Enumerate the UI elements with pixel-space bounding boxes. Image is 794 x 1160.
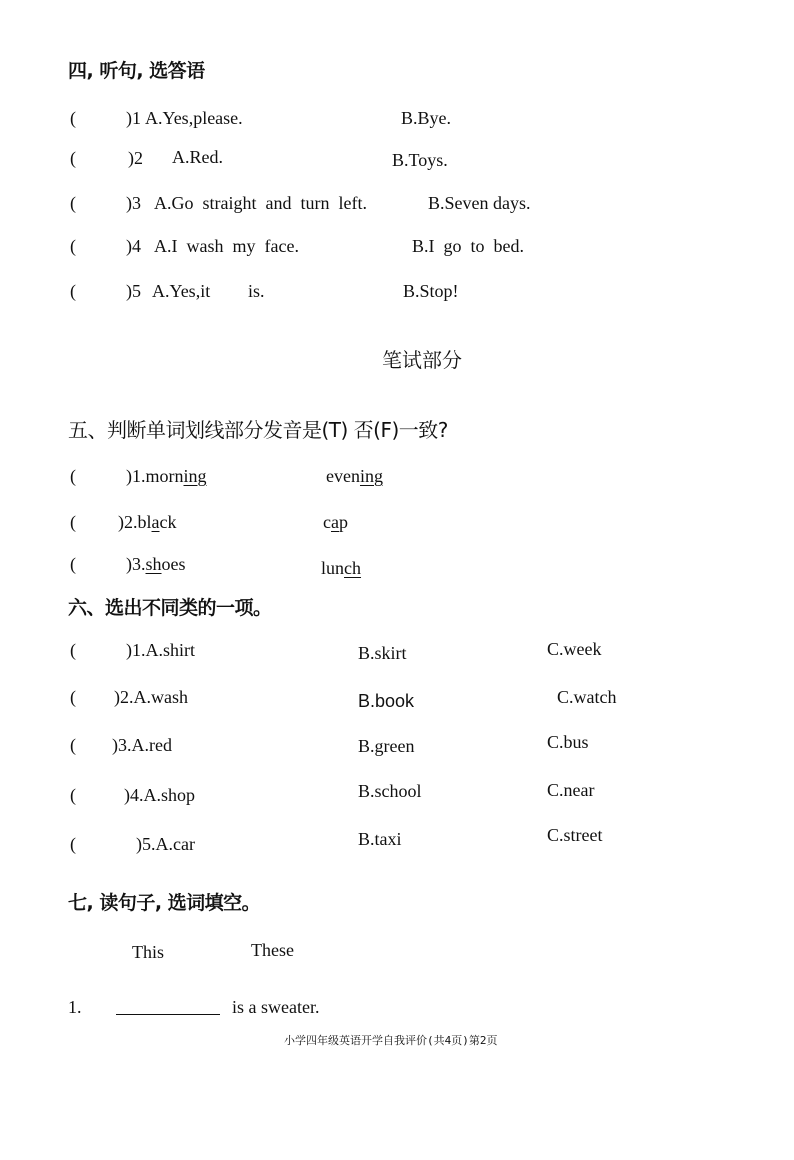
s4-q5-num: )5 xyxy=(126,281,141,301)
underlined-part: ing xyxy=(359,466,383,486)
s6-q2-option-c: C.watch xyxy=(557,687,617,707)
section4-title: 四, 听句, 选答语 xyxy=(68,60,205,82)
written-part-title: 笔试部分 xyxy=(382,348,462,372)
s6-q1-option-c: C.week xyxy=(547,639,602,659)
s4-q2-option-a: A.Red. xyxy=(172,147,223,167)
s4-q3-paren: ( xyxy=(70,193,76,213)
s6-q3-option-b: B.green xyxy=(358,736,415,756)
s5-q1-word1: )1.morning xyxy=(126,466,207,486)
s5-q3-num: )3. xyxy=(126,554,146,574)
s4-q1-num: )1 xyxy=(126,108,141,128)
s6-q4-paren: ( xyxy=(70,785,76,805)
section5-title: 五、判断单词划线部分发音是(T) 否(F)一致? xyxy=(68,418,448,442)
word-option-these: These xyxy=(251,940,294,960)
s6-q3-option-a: )3.A.red xyxy=(112,735,172,755)
s4-q4-option-a: A.I wash my face. xyxy=(154,236,299,256)
s5-q3-word2: lunch xyxy=(321,558,362,578)
s6-q1-option-b: B.skirt xyxy=(358,643,407,663)
s5-q1-num: )1. xyxy=(126,466,146,486)
s4-q2-option-b: B.Toys. xyxy=(392,150,448,170)
underlined-part: a xyxy=(331,512,339,532)
s6-q4-option-b: B.school xyxy=(358,781,422,801)
section6-title: 六、选出不同类的一项。 xyxy=(68,597,272,619)
section7-title: 七, 读句子, 选词填空。 xyxy=(68,892,261,914)
s6-q2-option-a: )2.A.wash xyxy=(114,687,188,707)
s6-q2-paren: ( xyxy=(70,687,76,707)
underlined-part: ch xyxy=(344,558,362,578)
s6-q1-paren: ( xyxy=(70,640,76,660)
underlined-part: sh xyxy=(145,554,162,574)
underlined-part: ing xyxy=(183,466,207,486)
s7-q1-text: is a sweater. xyxy=(232,997,320,1017)
s5-q1-word2: evening xyxy=(326,466,383,486)
s4-q3-num: )3 xyxy=(126,193,141,213)
s5-q2-word2: cap xyxy=(323,512,348,532)
word-option-this: This xyxy=(132,942,165,962)
s6-q1-option-a: )1.A.shirt xyxy=(126,640,195,660)
s4-q5-paren: ( xyxy=(70,281,76,301)
s6-q4-option-c: C.near xyxy=(547,780,595,800)
s4-q3-option-a: A.Go straight and turn left. xyxy=(154,193,367,213)
underlined-part: a xyxy=(151,512,160,532)
s6-q2-option-b: B.book xyxy=(358,691,415,711)
s5-q3-word1: )3.shoes xyxy=(126,554,186,574)
s5-q2-paren: ( xyxy=(70,512,76,532)
s4-q5-option-b: B.Stop! xyxy=(403,281,459,301)
s6-q5-option-b: B.taxi xyxy=(358,829,402,849)
s4-q3-option-b: B.Seven days. xyxy=(428,193,531,213)
s5-q2-num: )2. xyxy=(118,512,138,532)
s4-q4-num: )4 xyxy=(126,236,141,256)
s7-q1-blank[interactable] xyxy=(116,998,220,1018)
s4-q5-option-a: A.Yes,it xyxy=(152,281,211,301)
s4-q4-paren: ( xyxy=(70,236,76,256)
s4-q5-option-a-end: is. xyxy=(248,281,265,301)
s5-q2-word1: )2.black xyxy=(118,512,177,532)
s6-q3-option-c: C.bus xyxy=(547,732,589,752)
s7-q1-num: 1. xyxy=(68,997,82,1017)
s6-q5-option-c: C.street xyxy=(547,825,603,845)
s4-q2-num: )2 xyxy=(128,148,143,168)
s4-q1-paren: ( xyxy=(70,108,76,128)
page-footer: 小学四年级英语开学自我评价(共4页)第2页 xyxy=(284,1034,498,1047)
s4-q1-option-a: A.Yes,please. xyxy=(145,108,243,128)
s6-q3-paren: ( xyxy=(70,735,76,755)
s6-q5-option-a: )5.A.car xyxy=(136,834,195,854)
s6-q5-paren: ( xyxy=(70,834,76,854)
s4-q2-paren: ( xyxy=(70,148,76,168)
s5-q3-paren: ( xyxy=(70,554,76,574)
s4-q4-option-b: B.I go to bed. xyxy=(412,236,524,256)
s5-q1-paren: ( xyxy=(70,466,76,486)
s6-q4-option-a: )4.A.shop xyxy=(124,785,195,805)
s4-q1-option-b: B.Bye. xyxy=(401,108,452,128)
